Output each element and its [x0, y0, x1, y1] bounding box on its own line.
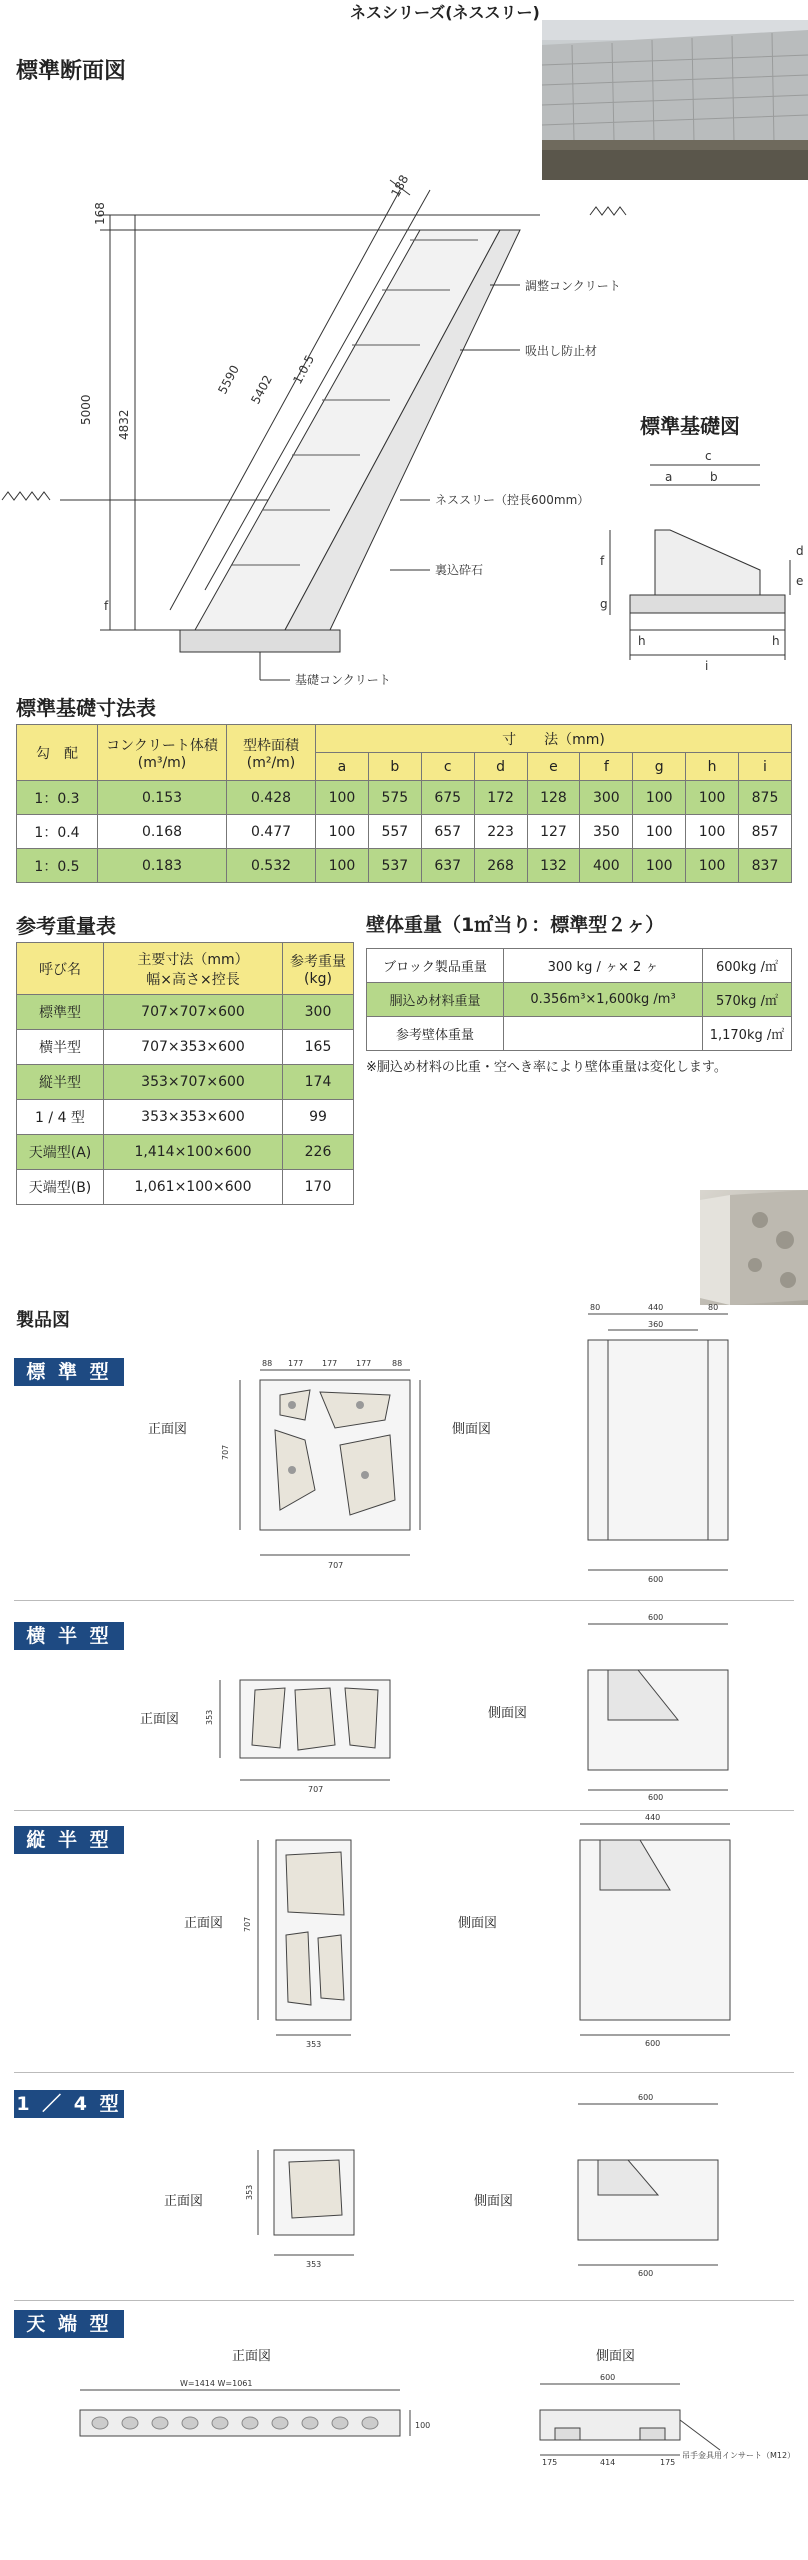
cell: 226 [283, 1135, 354, 1170]
divider [14, 1600, 794, 1601]
callout-suction-prevention: 吸出し防止材 [525, 344, 598, 358]
cell: 857 [739, 815, 792, 849]
cell: 300 [283, 995, 354, 1030]
dim-5402: 5402 [248, 372, 275, 407]
vertical-half-front-drawing [236, 1820, 376, 2050]
front-label-quarter: 正面図 [164, 2194, 204, 2209]
standard-side-drawing [548, 1300, 738, 1590]
cross-section-title: 標準断面図 [16, 59, 127, 84]
label-quarter: 1 ／ 4 型 [14, 2090, 124, 2118]
sub-e: e [527, 753, 580, 781]
top-side-dim-175a: 175 [542, 2458, 558, 2467]
base-detail-title: 標準基礎図 [640, 414, 740, 438]
cell: 99 [283, 1100, 354, 1135]
cell: 1：0.5 [17, 849, 98, 883]
std-side-dim-1: 440 [648, 1303, 664, 1312]
std-dim-top-3: 177 [356, 1359, 372, 1368]
cell: 174 [283, 1065, 354, 1100]
cell: 675 [421, 781, 474, 815]
q-side-dim-top: 600 [638, 2093, 654, 2102]
std-dim-top-2: 177 [322, 1359, 338, 1368]
base-dim-c: c [705, 449, 712, 463]
cell: 100 [686, 781, 739, 815]
cell: 100 [316, 781, 369, 815]
label-top: 天 端 型 [14, 2310, 124, 2338]
weight-table [16, 942, 354, 1205]
divider [14, 2072, 794, 2073]
col-volume-label: コンクリート体積 [106, 737, 218, 754]
wall-photo-texture [542, 20, 808, 180]
base-dim-d: d [796, 544, 804, 558]
table-row [17, 1030, 354, 1065]
front-label-vertical-half: 正面図 [184, 1916, 224, 1931]
vh-dim-left: 707 [243, 1916, 252, 1932]
cell: 参考壁体重量 [367, 1017, 504, 1051]
wall-weight-table [366, 948, 792, 1051]
cell: 600kg /㎡ [703, 949, 792, 983]
callout-adjust-concrete: 調整コンクリート [525, 279, 621, 293]
cell: 100 [686, 849, 739, 883]
cell: 100 [633, 849, 686, 883]
table-row [17, 1065, 354, 1100]
cell: 170 [283, 1170, 354, 1205]
cell: 400 [580, 849, 633, 883]
dim-f: f [104, 599, 109, 613]
top-side-anchor: 吊手金具用インサート（M12） [682, 2451, 796, 2460]
top-front-drawing [70, 2370, 431, 2460]
base-dim-b: b [710, 470, 718, 484]
std-side-dim-600: 600 [648, 1575, 664, 1584]
std-dim-top-4: 88 [392, 1359, 403, 1368]
block-photo-texture [700, 1190, 808, 1305]
cell: 1：0.4 [17, 815, 98, 849]
top-side-dim-414: 414 [600, 2458, 616, 2467]
cell: 268 [474, 849, 527, 883]
cell: 0.477 [227, 815, 316, 849]
table-row [367, 1017, 792, 1051]
vh-dim-bottom: 353 [306, 2040, 322, 2049]
label-vertical-half: 縦 半 型 [14, 1826, 124, 1854]
callout-base-concrete: 基礎コンクリート [295, 673, 391, 687]
wt-col-wt-a: 参考重量 [290, 953, 346, 970]
cell: 707×353×600 [104, 1030, 283, 1065]
base-dim-a: a [665, 470, 673, 484]
std-side-dim-360: 360 [648, 1320, 664, 1329]
quarter-front-drawing [244, 2130, 384, 2280]
cell: 100 [633, 815, 686, 849]
std-dim-bottom: 707 [328, 1561, 344, 1570]
cell: 875 [739, 781, 792, 815]
cell: 0.356m³×1,600kg /m³ [504, 983, 703, 1017]
base-detail-drawing [560, 445, 808, 675]
cell: 537 [368, 849, 421, 883]
cell: 557 [368, 815, 421, 849]
dim-ratio: 1:0.5 [290, 352, 318, 387]
std-dim-left: 707 [221, 1444, 230, 1460]
wt-col-dim [104, 943, 283, 995]
top-side-dim-175b: 175 [660, 2458, 676, 2467]
col-volume [98, 725, 227, 781]
table-row [17, 1135, 354, 1170]
cell: 100 [686, 815, 739, 849]
q-dim-left: 353 [245, 2184, 254, 2200]
cell: 標準型 [17, 995, 104, 1030]
table-row [367, 983, 792, 1017]
base-dim-h1: h [638, 634, 646, 648]
side-label-standard: 側面図 [452, 1422, 492, 1437]
cell: 300 [580, 781, 633, 815]
horizontal-half-front-drawing [200, 1660, 420, 1800]
base-dim-g: g [600, 597, 608, 611]
hh-side-dim-bottom: 600 [648, 1793, 664, 1802]
top-side-dim-600: 600 [600, 2373, 616, 2382]
vh-side-dim-top: 440 [645, 1813, 661, 1822]
side-label-horizontal-half: 側面図 [488, 1706, 528, 1721]
base-table-title: 標準基礎寸法表 [16, 696, 156, 720]
cell: 127 [527, 815, 580, 849]
cell: 1 / 4 型 [17, 1100, 104, 1135]
dim-4832: 4832 [117, 409, 131, 440]
cell: 100 [633, 781, 686, 815]
dim-5590: 5590 [215, 362, 242, 397]
label-standard: 標 準 型 [14, 1358, 124, 1386]
cell: 657 [421, 815, 474, 849]
cell: 637 [421, 849, 474, 883]
wall-weight-note: ※胴込め材料の比重・空へき率により壁体重量は変化します。 [366, 1060, 727, 1075]
callout-nes-three: ネススリー（控長600mm） [435, 493, 590, 507]
cell: 1,061×100×600 [104, 1170, 283, 1205]
cell: 353×353×600 [104, 1100, 283, 1135]
base-dim-i: i [705, 659, 709, 673]
top-dim-height: 100 [415, 2421, 431, 2430]
cell: 天端型(B) [17, 1170, 104, 1205]
products-title: 製品図 [16, 1310, 70, 1331]
col-form [227, 725, 316, 781]
hh-dim-bottom: 707 [308, 1785, 324, 1794]
table-row [367, 949, 792, 983]
cell: 1：0.3 [17, 781, 98, 815]
sub-d: d [474, 753, 527, 781]
q-dim-bottom: 353 [306, 2260, 322, 2269]
series-title: ネスシリーズ(ネススリー) [350, 3, 540, 22]
wt-col-wt-b: (kg) [304, 970, 332, 987]
cell: 0.168 [98, 815, 227, 849]
dim-5000: 5000 [79, 394, 93, 425]
cell: 300 kg / ヶ× 2 ヶ [504, 949, 703, 983]
top-dim-width: W=1414 W=1061 [180, 2379, 253, 2388]
cell [504, 1017, 703, 1051]
vertical-half-side-drawing [540, 1810, 740, 2050]
cross-section-drawing [0, 170, 640, 690]
wt-col-name: 呼び名 [17, 943, 104, 995]
std-side-dim-0: 80 [590, 1303, 601, 1312]
cell: 172 [474, 781, 527, 815]
base-dim-e: e [796, 574, 804, 588]
front-label-standard: 正面図 [148, 1422, 188, 1437]
cell: 0.428 [227, 781, 316, 815]
cell: 横半型 [17, 1030, 104, 1065]
col-slope: 勾 配 [17, 725, 98, 781]
col-form-label: 型枠面積 [243, 737, 299, 754]
q-side-dim-bottom: 600 [638, 2269, 654, 2278]
col-form-unit: (m²/m) [246, 754, 296, 771]
cell: 100 [316, 849, 369, 883]
base-dim-f: f [600, 554, 605, 568]
callout-backfill-gravel: 裏込砕石 [435, 563, 484, 577]
cell: 1,170kg /㎡ [703, 1017, 792, 1051]
cell: 天端型(A) [17, 1135, 104, 1170]
base-dimension-table [16, 724, 792, 883]
cell: ブロック製品重量 [367, 949, 504, 983]
cell: 223 [474, 815, 527, 849]
std-dim-top-1: 177 [288, 1359, 304, 1368]
hh-side-dim-top: 600 [648, 1613, 664, 1622]
side-label-top: 側面図 [596, 2349, 636, 2364]
std-dim-top-0: 88 [262, 1359, 273, 1368]
wall-weight-title: 壁体重量（1㎡当り：標準型２ヶ） [366, 914, 665, 936]
sub-f: f [580, 753, 633, 781]
horizontal-half-side-drawing [548, 1610, 738, 1800]
label-horizontal-half: 横 半 型 [14, 1622, 124, 1650]
sub-i: i [739, 753, 792, 781]
table-row [17, 849, 792, 883]
table-row [17, 815, 792, 849]
cell: 128 [527, 781, 580, 815]
cell: 350 [580, 815, 633, 849]
quarter-side-drawing [548, 2090, 738, 2290]
weight-table-title: 参考重量表 [16, 914, 116, 938]
retaining-wall-photo [542, 20, 808, 180]
cell: 0.153 [98, 781, 227, 815]
front-label-top: 正面図 [232, 2349, 272, 2364]
block-photo [700, 1190, 808, 1305]
table-row [17, 1170, 354, 1205]
cell: 165 [283, 1030, 354, 1065]
side-label-vertical-half: 側面図 [458, 1916, 498, 1931]
table-row [17, 781, 792, 815]
top-side-drawing [500, 2370, 800, 2470]
sub-b: b [368, 753, 421, 781]
cell: 132 [527, 849, 580, 883]
wt-col-dim-a: 主要寸法（mm） [137, 951, 249, 968]
cell: 353×707×600 [104, 1065, 283, 1100]
cell: 837 [739, 849, 792, 883]
dim-188: 188 [388, 172, 412, 200]
cell: 100 [316, 815, 369, 849]
sub-a: a [316, 753, 369, 781]
col-dims: 寸 法（mm) [316, 725, 792, 753]
cell: 縦半型 [17, 1065, 104, 1100]
side-label-quarter: 側面図 [474, 2194, 514, 2209]
vh-side-dim-bottom: 600 [645, 2039, 661, 2048]
table-row [17, 1100, 354, 1135]
cell: 胴込め材料重量 [367, 983, 504, 1017]
cell: 570kg /㎡ [703, 983, 792, 1017]
std-side-dim-2: 80 [708, 1303, 719, 1312]
dim-168: 168 [93, 202, 107, 225]
cell: 575 [368, 781, 421, 815]
divider [14, 2300, 794, 2301]
sub-g: g [633, 753, 686, 781]
col-volume-unit: (m³/m) [137, 754, 187, 771]
sub-c: c [421, 753, 474, 781]
front-label-horizontal-half: 正面図 [140, 1712, 180, 1727]
table-row [17, 995, 354, 1030]
cell: 0.183 [98, 849, 227, 883]
cell: 1,414×100×600 [104, 1135, 283, 1170]
wt-col-dim-b: 幅×高さ×控長 [146, 971, 240, 988]
wt-col-wt [283, 943, 354, 995]
base-dim-h2: h [772, 634, 780, 648]
standard-front-drawing [220, 1350, 440, 1580]
hh-dim-left: 353 [205, 1709, 214, 1725]
cell: 0.532 [227, 849, 316, 883]
cell: 707×707×600 [104, 995, 283, 1030]
sub-h: h [686, 753, 739, 781]
